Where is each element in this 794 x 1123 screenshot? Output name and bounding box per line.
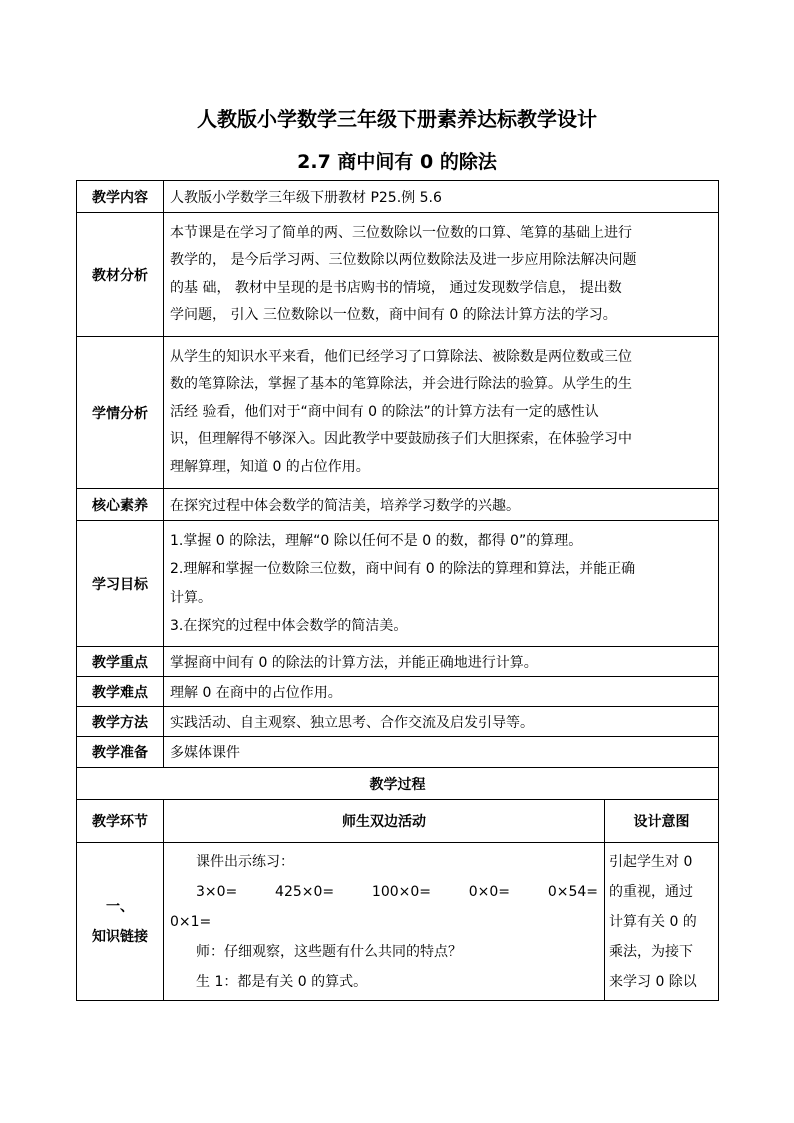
equation: 0×0= [468,884,511,900]
document-title: 人教版小学数学三年级下册素养达标教学设计 [197,107,597,131]
row-material-analysis [77,213,719,337]
label-difficulty: 教学难点 [77,677,164,707]
goal-line: 计算。 [170,589,212,606]
stage-1-label [77,843,164,1001]
design-line: 乘法，为接下 [609,944,693,960]
equation: 100×0= [371,884,431,900]
label-learner-analysis: 学情分析 [77,337,164,489]
row-process-header [77,800,719,843]
lesson-subtitle: 2.7 商中间有 0 的除法 [297,151,497,173]
content-text: 人教版小学数学三年级下册教材 P25.例 5.6 [164,181,719,213]
material-analysis-text [164,213,719,337]
stage-name: 知识链接 [92,928,148,945]
equation: 425×0= [275,884,335,900]
header-stage: 教学环节 [77,800,164,843]
design-line: 来学习 0 除以 [609,974,697,990]
equation: 3×0= [196,884,238,900]
difficulty-text: 理解 0 在商中的占位作用。 [164,677,719,707]
learning-goals-text [164,521,719,647]
key-point-text: 掌握商中间有 0 的除法的计算方法，并能正确地进行计算。 [164,647,719,677]
row-learner-analysis [77,337,719,489]
label-core-literacy: 核心素养 [77,489,164,521]
row-content [77,181,719,213]
text-line: 理解算理，知道 0 的占位作用。 [170,458,370,475]
preparation-text: 多媒体课件 [164,737,719,768]
label-material-analysis: 教材分析 [77,213,164,337]
core-literacy-text: 在探究过程中体会数学的简洁美，培养学习数学的兴趣。 [164,489,719,521]
activity-intro: 课件出示练习： [196,854,294,870]
text-line: 活经 验看，他们对于“商中间有 0 的除法”的计算方法有一定的感性认 [170,403,599,420]
stage-1-design [605,843,719,1001]
design-line: 引起学生对 0 [609,854,693,870]
student-answer: 生 1：都是有关 0 的算式。 [196,974,368,990]
design-line: 的重视，通过 [609,884,693,900]
equation-row [170,877,598,907]
goal-line: 1.掌握 0 的除法，理解“0 除以任何不是 0 的数，都得 0”的算理。 [170,532,583,549]
row-preparation [77,737,719,768]
text-line: 从学生的知识水平来看，他们已经学习了口算除法、被除数是两位数或三位 [170,348,632,365]
goal-line: 2.理解和掌握一位数除三位数，商中间有 0 的除法的算理和算法，并能正确 [170,561,636,577]
stage-1-activity [164,843,605,1001]
header-design: 设计意图 [605,800,719,843]
stage-number: 一、 [106,898,134,915]
label-learning-goals: 学习目标 [77,521,164,647]
text-line: 教学的， 是今后学习两、三位数除以两位数除法及进一步应用除法解决问题 [170,252,637,268]
row-key-point [77,647,719,677]
goal-line: 3.在探究的过程中体会数学的简洁美。 [170,618,408,634]
lesson-plan-table [76,180,719,1001]
label-key-point: 教学重点 [77,647,164,677]
row-difficulty [77,677,719,707]
text-line: 本节课是在学习了简单的两、三位数除以一位数的口算、笔算的基础上进行 [170,224,632,241]
process-section-title: 教学过程 [77,768,719,800]
header-activity: 师生双边活动 [164,800,605,843]
label-method: 教学方法 [77,707,164,737]
row-learning-goals [77,521,719,647]
row-stage-1 [77,843,719,1001]
row-process-title [77,768,719,800]
text-line: 识，但理解得不够深入。因此教学中要鼓励孩子们大胆探索，在体验学习中 [170,431,632,448]
equation-wrap: 0×1= [170,914,212,930]
label-content: 教学内容 [77,181,164,213]
teacher-question: 师：仔细观察，这些题有什么共同的特点？ [196,944,462,960]
learner-analysis-text [164,337,719,489]
row-method [77,707,719,737]
design-line: 计算有关 0 的 [609,914,697,930]
label-preparation: 教学准备 [77,737,164,768]
method-text: 实践活动、自主观察、独立思考、合作交流及启发引导等。 [164,707,719,737]
row-core-literacy [77,489,719,521]
text-line: 的基 础， 教材中呈现的是书店购书的情境， 通过发现数学信息， 提出数 [170,279,622,296]
equation: 0×54= [547,884,598,900]
text-line: 数的笔算除法，掌握了基本的笔算除法，并会进行除法的验算。从学生的生 [170,376,632,393]
text-line: 学问题， 引入 三位数除以一位数，商中间有 0 的除法计算方法的学习。 [170,307,617,323]
